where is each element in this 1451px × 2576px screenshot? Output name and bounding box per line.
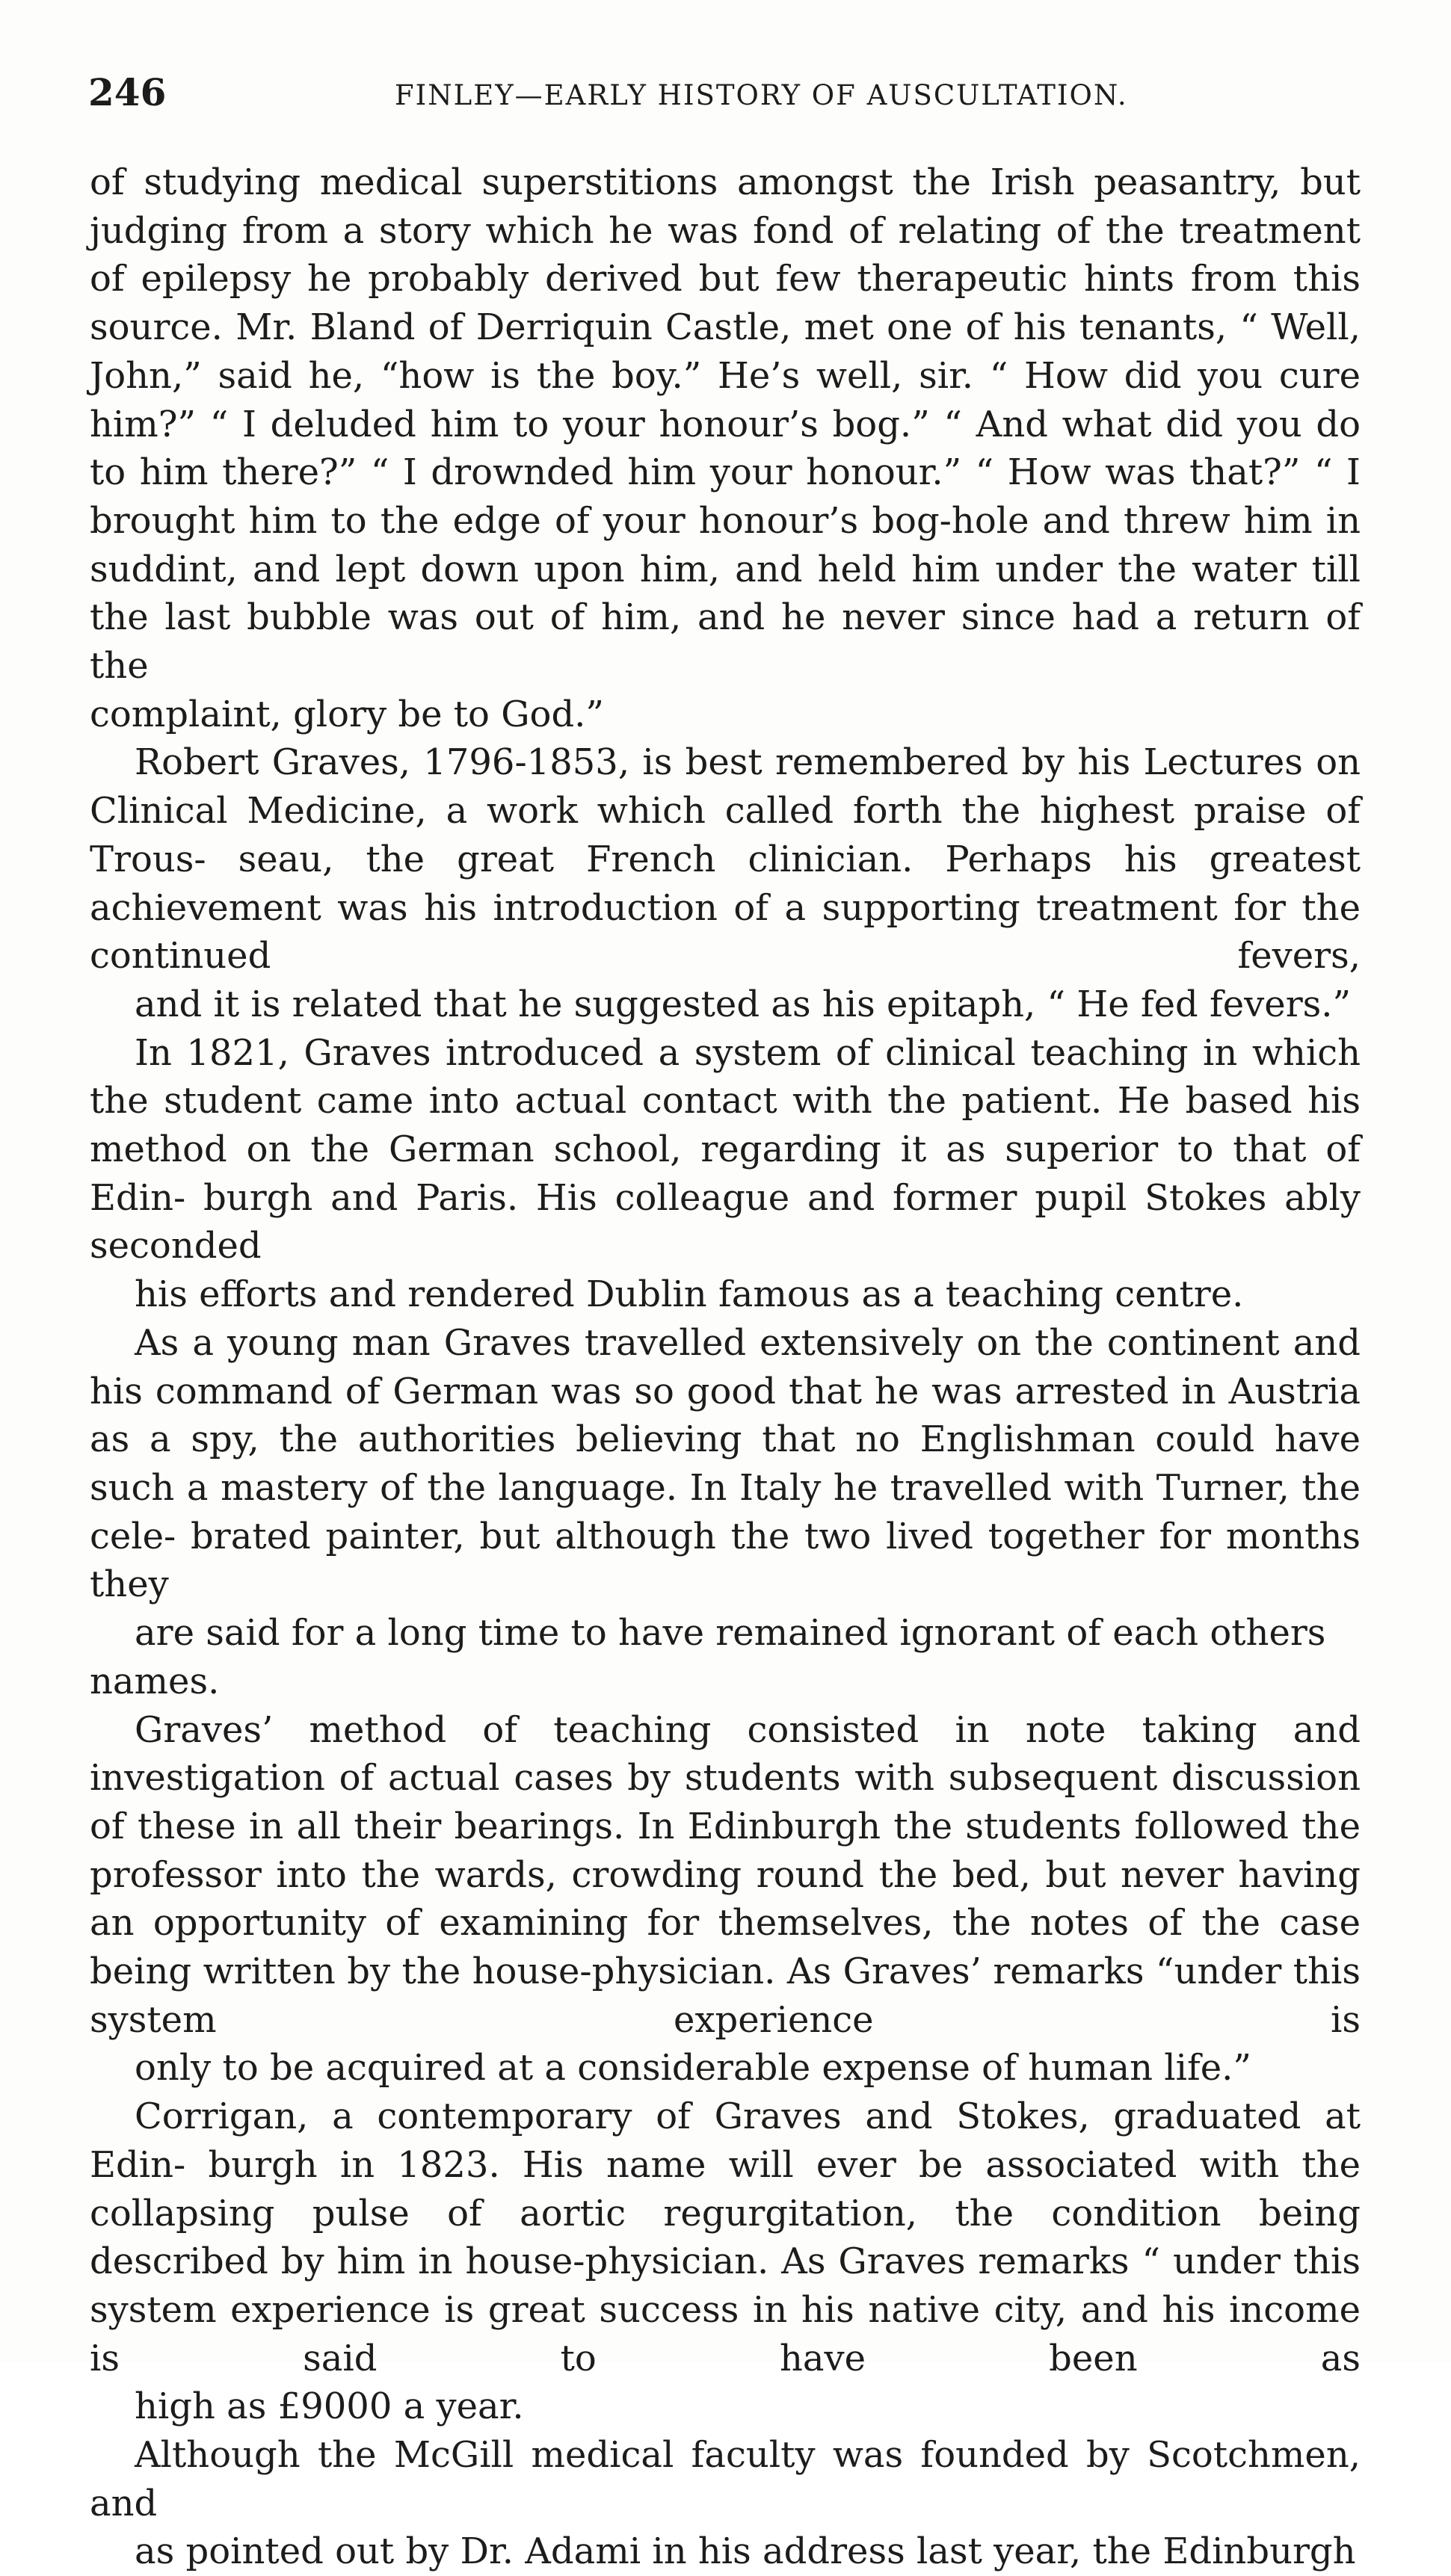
text-line-last: only to be acquired at a considerable expense of human life.”	[135, 2047, 1251, 2089]
paragraph-corrigan	[90, 2092, 1361, 2431]
text-line: brated painter, but although the two lived together for months they	[90, 1515, 1361, 1606]
text-line: great success in his native city, and his income is said to have been as	[90, 2288, 1361, 2379]
page-header	[88, 69, 1364, 117]
paragraph-irish-superstitions	[90, 158, 1361, 738]
body-text	[90, 158, 1361, 2576]
text-line: “ I deluded him to your honour’s bog.” “ And what did you do to him	[90, 403, 1361, 494]
text-line: method on the German school, regarding it as superior to that of Edin-	[90, 1128, 1361, 1219]
text-line: In 1821, Graves introduced a system of clinical teaching in which	[135, 1031, 1361, 1074]
text-line: burgh and Paris. His colleague and former pupil Stokes ably seconded	[90, 1176, 1361, 1267]
text-line-last: are said for a long time to have remained ignorant of each others names.	[90, 1612, 1326, 1702]
text-line: their bearings. In Edinburgh the students followed the professor into	[90, 1805, 1361, 1896]
paragraph-clinical-teaching	[90, 1029, 1361, 1319]
text-line: Although the McGill medical faculty was founded by Scotchmen, and	[90, 2434, 1361, 2524]
text-line-last: complaint, glory be to God.”	[90, 693, 604, 735]
paragraph-mcgill	[90, 2431, 1361, 2576]
text-line: the student came into actual contact with the patient. He based his	[90, 1080, 1361, 1122]
text-line: the last bubble was out of him, and he never since had a return of the	[90, 596, 1361, 688]
page-number: 246	[88, 70, 167, 114]
text-line: As a young man Graves travelled extensively on the continent and	[135, 1321, 1361, 1364]
text-line: Robert Graves, 1796-1853, is best remembered by his Lectures on	[135, 741, 1361, 784]
text-line: mastery of the language. In Italy he travelled with Turner, the cele-	[90, 1466, 1361, 1557]
text-line: Clinical Medicine, a work which called forth the highest praise of Trous-	[90, 790, 1361, 880]
text-line-last: and it is related that he suggested as his epitaph, “ He fed fevers.”	[135, 983, 1352, 1025]
text-line: house-physician. As Graves remarks “ under this system experience is	[90, 2240, 1361, 2331]
text-line: said he, “how is the boy.” He’s well, sir. “ How did you cure him?”	[90, 354, 1361, 445]
text-line: of examining for themselves, the notes of the case being written by the	[90, 1902, 1361, 1993]
paragraph-robert-graves	[90, 738, 1361, 1028]
text-line: there?” “ I drownded him your honour.” “ How was that?” “ I	[222, 451, 1361, 494]
text-line: his command of German was so good that he was arrested in Austria as	[90, 1370, 1361, 1461]
paragraph-teaching-method	[90, 1706, 1361, 2093]
paragraph-travels	[90, 1319, 1361, 1706]
text-line: Graves’ method of teaching consisted in note taking and investigation	[90, 1708, 1361, 1800]
text-line: suddint, and lept down upon him, and held him under the water till	[90, 548, 1361, 590]
text-line: pulse of aortic regurgitation, the condition being described by him in	[90, 2192, 1361, 2283]
text-line: judging from a story which he was fond of relating of the treatment of	[90, 209, 1361, 300]
text-line: house-physician. As Graves’ remarks “under this system experience is	[90, 1950, 1361, 2041]
text-line: seau, the great French clinician. Perhaps his greatest achievement was	[90, 838, 1361, 929]
text-line: his introduction of a supporting treatment for the continued fevers,	[90, 886, 1361, 977]
text-line-last: his efforts and rendered Dublin famous as a teaching centre.	[135, 1273, 1244, 1316]
text-line: burgh in 1823. His name will ever be associated with the collapsing	[90, 2143, 1361, 2234]
text-line-last: high as £9000 a year.	[135, 2385, 524, 2428]
text-line: a spy, the authorities believing that no Englishman could have such a	[90, 1418, 1361, 1509]
text-line: of studying medical superstitions amongst the Irish peasantry, but	[90, 161, 1361, 203]
text-line: Mr. Bland of Derriquin Castle, met one of his tenants, “ Well, John,”	[90, 306, 1361, 397]
text-line: the wards, crowding round the bed, but never having an opportunity	[90, 1853, 1361, 1945]
text-line: Corrigan, a contemporary of Graves and Stokes, graduated at Edin-	[90, 2095, 1361, 2186]
text-line: brought him to the edge of your honour’s bog-hole and threw him in	[90, 499, 1361, 542]
text-line: epilepsy he probably derived but few therapeutic hints from this source.	[90, 258, 1361, 349]
text-line-last: as pointed out by Dr. Adami in his address last year, the Edinburgh	[135, 2530, 1356, 2573]
running-title: FINLEY—EARLY HISTORY OF AUSCULTATION.	[395, 79, 1128, 111]
text-line: of actual cases by students with subsequent discussion of these in all	[90, 1757, 1361, 1847]
